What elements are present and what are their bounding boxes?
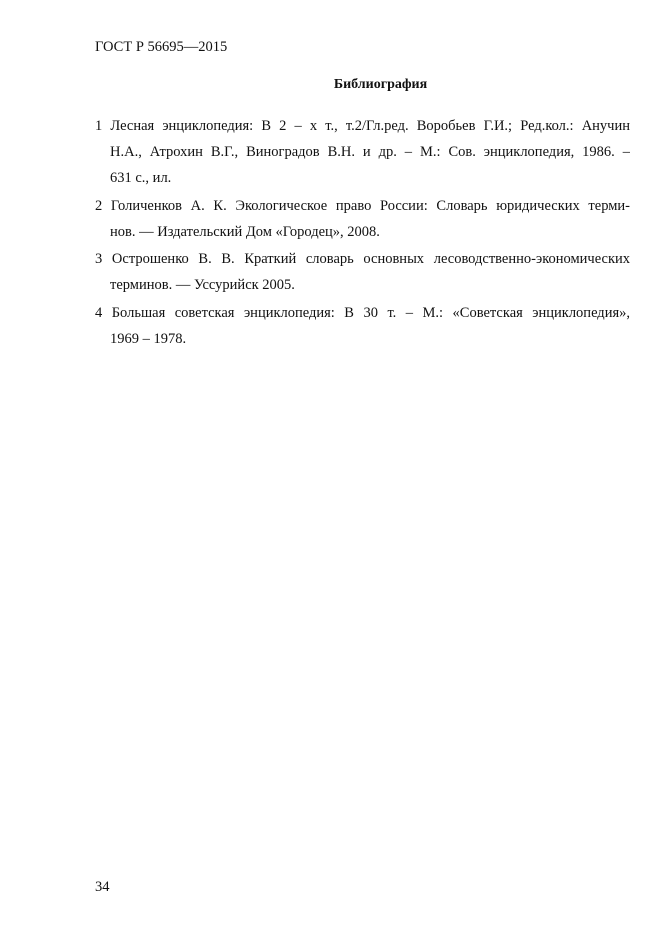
entry-line: 1 Лесная энциклопедия: В 2 – х т., т.2/Гл.ред. Воробьев Г.И.; Ред.кол.: Анучин: [95, 118, 630, 134]
entry-line: 4 Большая советская энциклопедия: В 30 т. – М.: «Советская энциклопедия»,: [95, 304, 630, 321]
section-title: Библиография: [333, 77, 428, 92]
bibliography-entry-2: [95, 193, 630, 245]
entry-line: 631 с., ил.: [110, 170, 172, 186]
entry-line: терминов. — Уссурийск 2005.: [110, 277, 295, 293]
document-code: ГОСТ Р 56695—2015: [95, 39, 228, 55]
entry-line: Н.А., Атрохин В.Г., Виноградов В.Н. и др. – М.: Сов. энциклопедия, 1986. –: [110, 144, 630, 160]
bibliography-entry-1: [95, 113, 630, 191]
entry-line: нов. — Издательский Дом «Городец», 2008.: [110, 223, 380, 240]
bibliography-entry-3: [95, 246, 630, 298]
bibliography-entry-4: [95, 300, 630, 352]
entry-line: 3 Острошенко В. В. Краткий словарь основных лесоводственно-экономических: [95, 251, 630, 267]
entry-line: 2 Голиченков А. К. Экологическое право России: Словарь юридических терми-: [95, 197, 630, 214]
page-number: 34: [95, 879, 110, 895]
entry-line: 1969 – 1978.: [110, 330, 187, 347]
bibliography-list: [95, 113, 630, 353]
